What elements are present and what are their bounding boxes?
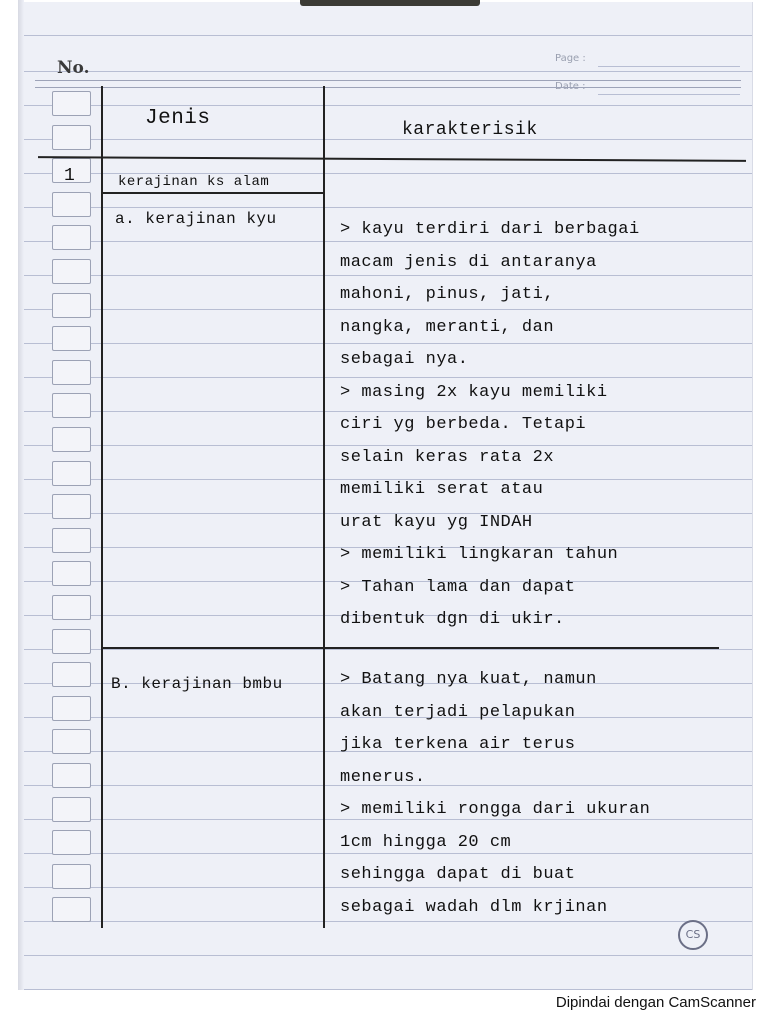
characteristic-line: akan terjadi pelapukan [340, 702, 576, 722]
margin-checkbox [52, 897, 91, 922]
characteristic-line: sehingga dapat di buat [340, 865, 576, 884]
margin-checkbox [52, 864, 91, 889]
margin-checkbox [52, 393, 91, 418]
characteristic-line: 1cm hingga 20 cm [340, 832, 512, 852]
item-b-label: B. kerajinan bmbu [111, 675, 283, 693]
column-header-jenis: Jenis [145, 107, 211, 130]
margin-checkbox [52, 427, 91, 452]
binder-clip [300, 0, 480, 6]
margin-checkbox [52, 225, 91, 250]
characteristic-line: macam jenis di antaranya [340, 252, 597, 272]
table-column-divider [323, 86, 325, 928]
characteristic-line: > Batang nya kuat, namun [340, 670, 597, 689]
characteristic-line: memiliki serat atau [340, 480, 544, 499]
page-field-line [598, 66, 740, 67]
scanner-footer-text: Dipindai dengan CamScanner [555, 994, 756, 1011]
characteristic-line: > memiliki lingkaran tahun [340, 545, 619, 564]
margin-checkbox [52, 192, 91, 217]
margin-checkbox [52, 595, 91, 620]
date-label: Date : [555, 81, 586, 92]
characteristic-line: sebagai nya. [340, 350, 469, 369]
margin-checkbox [52, 797, 91, 822]
margin-checkbox [52, 494, 91, 519]
paper-edge [18, 0, 24, 990]
date-field-line [598, 94, 740, 95]
margin-checkbox [52, 729, 91, 754]
section-underline [101, 192, 323, 194]
characteristic-line: > memiliki rongga dari ukuran [340, 800, 651, 819]
characteristic-line: > masing 2x kayu memiliki [340, 382, 608, 402]
margin-checkbox [52, 561, 91, 586]
item-a-label: a. kerajinan kyu [115, 210, 277, 228]
characteristic-line: > Tahan lama dan dapat [340, 577, 576, 597]
margin-checkbox [52, 629, 91, 654]
column-header-karakteristik: karakterisik [402, 120, 538, 140]
row-number: 1 [64, 166, 76, 186]
characteristic-line: sebagai wadah dlm krjinan [340, 897, 608, 917]
margin-checkbox [52, 326, 91, 351]
characteristic-line: ciri yg berbeda. Tetapi [340, 415, 587, 434]
margin-checkbox [52, 259, 91, 284]
margin-checkbox [52, 662, 91, 687]
margin-checkbox [52, 763, 91, 788]
characteristic-line: jika terkena air terus [340, 735, 576, 754]
margin-checkbox [52, 293, 91, 318]
characteristic-line: dibentuk dgn di ukir. [340, 610, 565, 629]
characteristic-line: nangka, meranti, dan [340, 317, 555, 337]
characteristic-line: > kayu terdiri dari berbagai [340, 220, 640, 239]
margin-checkbox [52, 461, 91, 486]
margin-checkbox [52, 830, 91, 855]
section-title: kerajinan ks alam [118, 174, 270, 190]
characteristic-line: selain keras rata 2x [340, 447, 555, 467]
header-double-rule [35, 80, 741, 88]
margin-checkbox [52, 91, 91, 116]
margin-checkbox [52, 125, 91, 150]
margin-checkbox [52, 696, 91, 721]
page-label: Page : [555, 53, 586, 64]
table-left-border [101, 86, 103, 928]
margin-checkbox [52, 360, 91, 385]
margin-checkbox [52, 528, 91, 553]
characteristic-line: urat kayu yg INDAH [340, 512, 533, 532]
item-separator [101, 647, 719, 649]
characteristic-line: mahoni, pinus, jati, [340, 285, 555, 304]
characteristic-line: menerus. [340, 767, 426, 787]
camscanner-logo-icon: CS [678, 920, 708, 950]
no-label: No. [57, 58, 90, 78]
